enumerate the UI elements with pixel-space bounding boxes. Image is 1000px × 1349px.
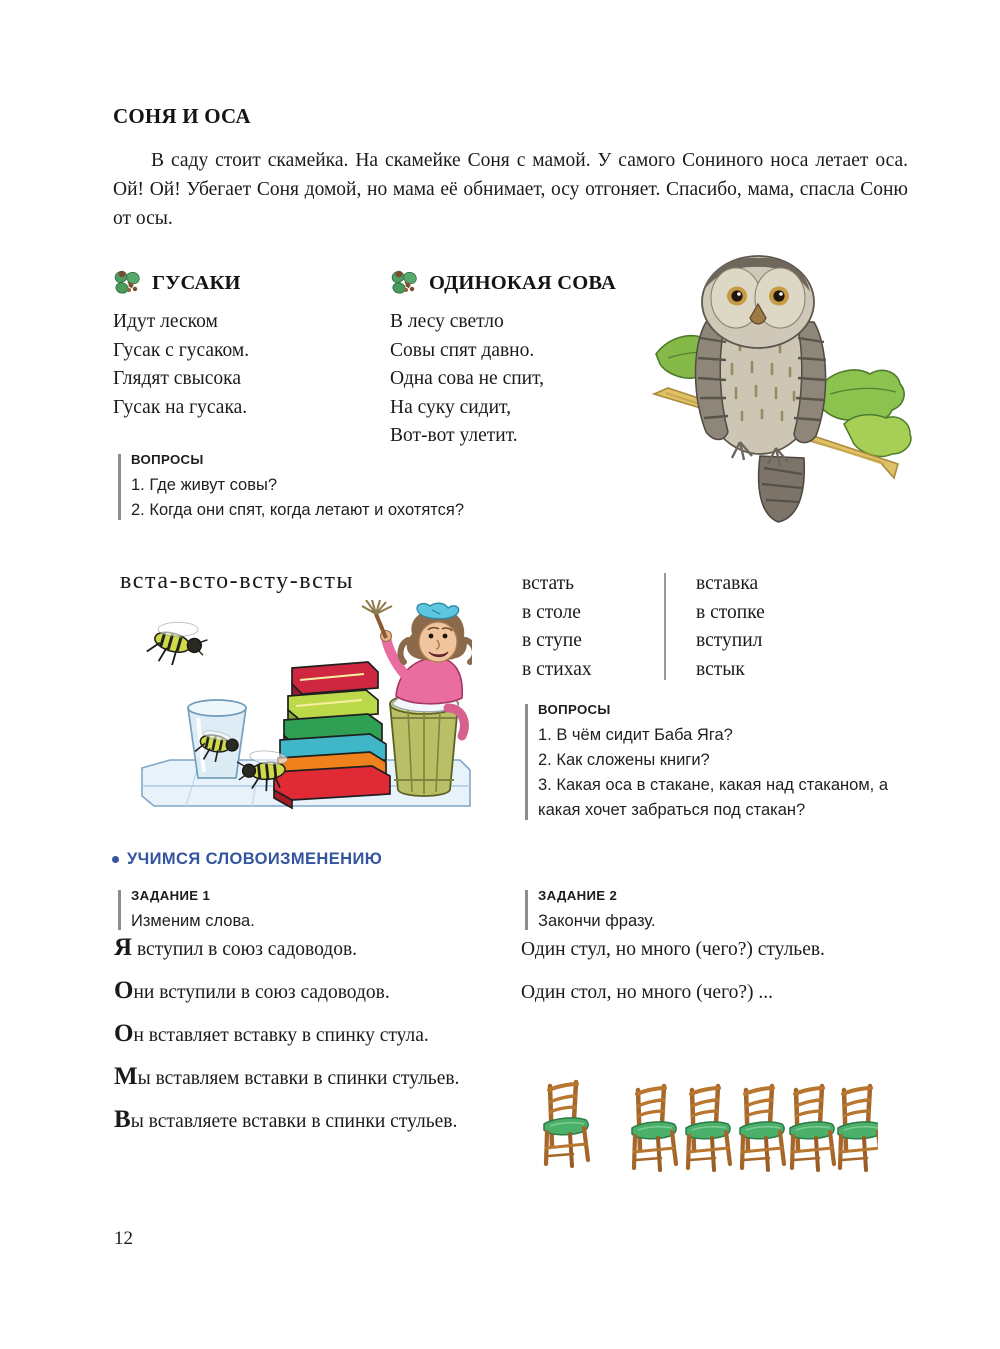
sentence-rest: ы вставляете вставки в спинки стульев. xyxy=(130,1111,458,1132)
poem-line: На суку сидит, xyxy=(390,396,511,418)
callout-heading: ВОПРОСЫ xyxy=(538,702,611,717)
word-item: встык xyxy=(696,658,745,680)
task-instruction: Закончи фразу. xyxy=(538,912,656,930)
word-item: в стопке xyxy=(696,601,765,623)
poem-line: Гусак на гусака. xyxy=(113,396,248,418)
chair xyxy=(544,1082,588,1166)
sentence-initial: В xyxy=(114,1106,131,1133)
question-item: 3. Какая оса в стакане, какая над стаканом, а какая хочет забраться под стакан? xyxy=(538,776,889,819)
sentence-rest: Один стол, но много (чего?) ... xyxy=(521,982,773,1003)
poem-line: Гусак с гусаком. xyxy=(113,339,250,361)
sentence-initial: О xyxy=(114,977,134,1004)
task-1-sentences xyxy=(114,936,484,1136)
leaves-berries-icon xyxy=(390,270,420,296)
task-2-callout xyxy=(525,888,918,933)
poem-line: Совы спят давно. xyxy=(390,339,535,361)
section-heading-label: УЧИМСЯ СЛОВОИЗМЕНЕНИЮ xyxy=(127,850,383,868)
callout-heading: ЗАДАНИЕ 2 xyxy=(538,888,618,903)
chair xyxy=(838,1086,878,1170)
question-item: 2. Как сложены книги? xyxy=(538,751,710,769)
sentence-initial: М xyxy=(114,1063,138,1090)
poem-title: ОДИНОКАЯ СОВА xyxy=(429,271,616,294)
question-item: 1. Где живут совы? xyxy=(131,476,278,494)
poem-odinokaya-sova xyxy=(390,268,616,451)
task-1-callout xyxy=(118,888,511,933)
sentence xyxy=(114,1022,484,1050)
questions-owl-callout xyxy=(118,452,551,523)
word-item: встать xyxy=(522,573,575,594)
word-item: в ступе xyxy=(522,630,582,651)
page-number: 12 xyxy=(114,1228,133,1249)
word-item: в стихах xyxy=(522,658,592,680)
sentence xyxy=(521,936,921,964)
question-item: 2. Когда они спят, когда летают и охотятся? xyxy=(131,501,465,519)
task-2-sentences xyxy=(521,936,921,1007)
poem-line: Вот-вот улетит. xyxy=(390,425,518,446)
chair xyxy=(632,1086,676,1170)
chair xyxy=(740,1086,784,1170)
syllable-string: вста-всто-всту-всты xyxy=(120,568,355,594)
poem-line: Идут леском xyxy=(113,311,218,332)
six-chairs-illustration xyxy=(528,1058,878,1173)
story-paragraph: В саду стоит скамейка. На скамейке Соня с мамой. У самого Сониного носа летает оса. Ой! Ой! Убегает Соня домой, но мама её обнимает, осу отгоняет. Спасибо, мама, спасла Соню от осы. xyxy=(113,150,908,229)
word-column-right xyxy=(666,570,765,684)
poem-heading xyxy=(113,268,249,298)
callout-heading: ВОПРОСЫ xyxy=(131,452,204,467)
word-columns xyxy=(522,570,765,684)
chair xyxy=(790,1086,834,1170)
owl-on-branch-illustration xyxy=(648,246,918,526)
sentence-initial: Я xyxy=(114,934,133,961)
poem-body xyxy=(113,308,249,422)
poem-line: Глядят свысока xyxy=(113,368,241,389)
poem-gusaki xyxy=(113,268,249,422)
sentence-rest: вступил в союз садоводов. xyxy=(132,939,358,960)
sentence xyxy=(114,979,484,1007)
section-heading xyxy=(112,850,382,869)
poem-heading xyxy=(390,268,616,298)
sentence-initial: О xyxy=(114,1020,134,1047)
wasps-books-baba-yaga-illustration xyxy=(140,600,472,832)
questions-wasps-callout xyxy=(525,702,928,823)
sentence xyxy=(521,979,921,1007)
story-title: СОНЯ И ОСА xyxy=(113,104,251,128)
bullet-dot-icon xyxy=(112,856,119,863)
sentence-rest: ы вставляем вставки в спинки стульев. xyxy=(137,1068,460,1089)
word-item: вставка xyxy=(696,573,759,594)
sentence-rest: н вставляет вставку в спинку стула. xyxy=(133,1025,429,1046)
task-instruction: Изменим слова. xyxy=(131,912,255,930)
sentence xyxy=(114,1065,484,1093)
callout-heading: ЗАДАНИЕ 1 xyxy=(131,888,211,903)
poem-body xyxy=(390,308,616,451)
leaves-berries-icon xyxy=(113,270,143,296)
sentence-rest: ни вступили в союз садоводов. xyxy=(133,982,390,1003)
sentence xyxy=(114,1108,484,1136)
poem-line: Одна сова не спит, xyxy=(390,368,545,389)
sentence xyxy=(114,936,484,964)
word-item: в столе xyxy=(522,601,581,623)
question-item: 1. В чём сидит Баба Яга? xyxy=(538,726,733,744)
poem-title: ГУСАКИ xyxy=(152,271,241,294)
word-column-left xyxy=(522,570,664,684)
sentence-rest: Один стул, но много (чего?) стульев. xyxy=(521,939,825,960)
chair xyxy=(686,1086,730,1170)
poem-line: В лесу светло xyxy=(390,311,504,332)
word-item: вступил xyxy=(696,630,763,651)
